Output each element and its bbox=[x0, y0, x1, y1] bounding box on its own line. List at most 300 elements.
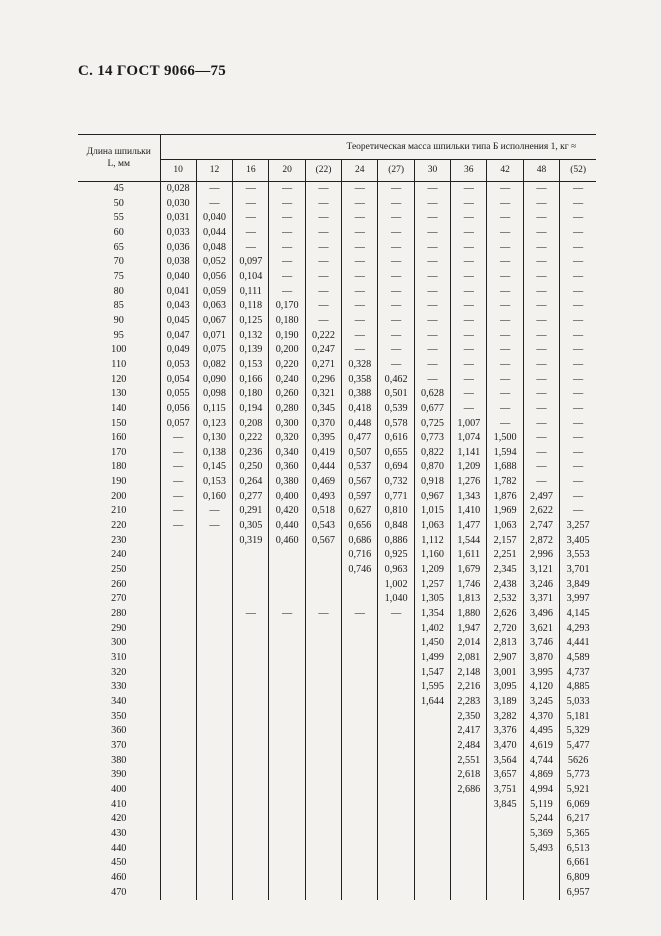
mass-cell: — bbox=[414, 299, 450, 314]
mass-cell bbox=[342, 695, 378, 710]
mass-cell: 5,329 bbox=[560, 724, 597, 739]
diameter-header: (22) bbox=[305, 159, 341, 181]
mass-cell: 0,153 bbox=[196, 475, 232, 490]
table-row bbox=[78, 329, 596, 344]
mass-cell bbox=[233, 842, 269, 857]
table-row bbox=[78, 856, 596, 871]
length-cell: 420 bbox=[78, 812, 160, 827]
mass-cell: 5,119 bbox=[523, 798, 559, 813]
mass-cell bbox=[269, 651, 305, 666]
table-row bbox=[78, 724, 596, 739]
mass-cell bbox=[342, 812, 378, 827]
mass-cell: — bbox=[233, 607, 269, 622]
mass-cell bbox=[305, 651, 341, 666]
mass-cell: — bbox=[523, 270, 559, 285]
mass-cell: 2,148 bbox=[451, 666, 487, 681]
diameter-header: 30 bbox=[414, 159, 450, 181]
mass-cell: 2,081 bbox=[451, 651, 487, 666]
mass-cell: 0,138 bbox=[196, 446, 232, 461]
mass-cell: 1,499 bbox=[414, 651, 450, 666]
table-body bbox=[78, 182, 596, 901]
table-row bbox=[78, 592, 596, 607]
mass-cell bbox=[451, 812, 487, 827]
mass-cell: — bbox=[196, 197, 232, 212]
mass-cell: — bbox=[269, 270, 305, 285]
mass-cell: 0,967 bbox=[414, 490, 450, 505]
mass-cell: 3,553 bbox=[560, 548, 597, 563]
mass-cell bbox=[342, 798, 378, 813]
mass-cell: 0,160 bbox=[196, 490, 232, 505]
mass-cell bbox=[233, 886, 269, 901]
mass-cell bbox=[305, 563, 341, 578]
mass-cell: 0,056 bbox=[196, 270, 232, 285]
mass-cell: — bbox=[378, 285, 414, 300]
mass-cell bbox=[305, 592, 341, 607]
mass-cell bbox=[160, 548, 196, 563]
mass-cell bbox=[196, 651, 232, 666]
mass-cell: 4,370 bbox=[523, 710, 559, 725]
mass-cell: 5626 bbox=[560, 754, 597, 769]
mass-cell bbox=[378, 739, 414, 754]
mass-cell: — bbox=[173, 520, 184, 532]
mass-cell bbox=[233, 622, 269, 637]
mass-cell: 0,043 bbox=[166, 300, 190, 312]
mass-cell: — bbox=[269, 226, 305, 241]
mass-cell: 0,054 bbox=[166, 373, 190, 385]
mass-cell: 0,033 bbox=[166, 226, 190, 238]
mass-cell: — bbox=[378, 343, 414, 358]
mass-cell bbox=[342, 622, 378, 637]
mass-cell: — bbox=[233, 211, 269, 226]
table-row bbox=[78, 431, 596, 446]
mass-cell: 0,090 bbox=[196, 373, 232, 388]
mass-cell: 0,222 bbox=[305, 329, 341, 344]
diameter-header: 20 bbox=[269, 159, 305, 181]
mass-cell: 2,720 bbox=[487, 622, 523, 637]
mass-cell: 0,305 bbox=[233, 519, 269, 534]
table-row bbox=[78, 871, 596, 886]
mass-cell: — bbox=[487, 358, 523, 373]
mass-cell: 1,595 bbox=[414, 680, 450, 695]
mass-cell: 0,250 bbox=[233, 460, 269, 475]
mass-cell: — bbox=[414, 270, 450, 285]
diameter-header: 24 bbox=[342, 159, 378, 181]
mass-cell: — bbox=[414, 197, 450, 212]
table-row bbox=[78, 842, 596, 857]
length-cell: 150 bbox=[78, 417, 160, 432]
mass-cell: 0,190 bbox=[269, 329, 305, 344]
mass-cell bbox=[305, 695, 341, 710]
mass-cell: — bbox=[523, 241, 559, 256]
mass-cell bbox=[378, 710, 414, 725]
mass-cell: 0,925 bbox=[378, 548, 414, 563]
mass-cell: 0,082 bbox=[196, 358, 232, 373]
table-row bbox=[78, 739, 596, 754]
mass-cell bbox=[233, 856, 269, 871]
mass-cell bbox=[233, 798, 269, 813]
mass-cell: 0,328 bbox=[342, 358, 378, 373]
mass-cell bbox=[305, 754, 341, 769]
mass-cell: 0,746 bbox=[342, 563, 378, 578]
mass-table bbox=[78, 134, 596, 900]
mass-cell bbox=[196, 666, 232, 681]
mass-cell: 2,747 bbox=[523, 519, 559, 534]
mass-cell bbox=[196, 607, 232, 622]
table-row bbox=[78, 783, 596, 798]
table-row bbox=[78, 226, 596, 241]
mass-cell bbox=[342, 871, 378, 886]
mass-cell: 0,627 bbox=[342, 504, 378, 519]
mass-cell bbox=[305, 578, 341, 593]
mass-cell bbox=[342, 827, 378, 842]
table-row bbox=[78, 504, 596, 519]
mass-cell: 2,350 bbox=[451, 710, 487, 725]
mass-cell bbox=[414, 827, 450, 842]
mass-cell: 0,319 bbox=[233, 534, 269, 549]
mass-cell: 3,245 bbox=[523, 695, 559, 710]
mass-cell bbox=[305, 886, 341, 901]
mass-cell bbox=[378, 724, 414, 739]
mass-cell bbox=[196, 739, 232, 754]
mass-cell bbox=[305, 783, 341, 798]
mass-cell: 1,679 bbox=[451, 563, 487, 578]
mass-cell bbox=[269, 695, 305, 710]
mass-cell bbox=[305, 636, 341, 651]
mass-cell bbox=[451, 842, 487, 857]
table-row bbox=[78, 666, 596, 681]
mass-cell: 0,052 bbox=[196, 255, 232, 270]
mass-cell bbox=[269, 724, 305, 739]
mass-cell: 2,551 bbox=[451, 754, 487, 769]
mass-cell bbox=[196, 871, 232, 886]
mass-cell: — bbox=[305, 197, 341, 212]
mass-cell: 3,997 bbox=[560, 592, 597, 607]
mass-cell bbox=[305, 856, 341, 871]
mass-cell: 0,493 bbox=[305, 490, 341, 505]
diameter-header: 36 bbox=[451, 159, 487, 181]
mass-cell: 1,880 bbox=[451, 607, 487, 622]
mass-cell: 0,271 bbox=[305, 358, 341, 373]
table-row bbox=[78, 651, 596, 666]
mass-cell: — bbox=[233, 241, 269, 256]
mass-cell bbox=[160, 578, 196, 593]
mass-cell: — bbox=[414, 314, 450, 329]
mass-cell: — bbox=[560, 446, 597, 461]
mass-cell: 3,701 bbox=[560, 563, 597, 578]
length-cell: 220 bbox=[78, 519, 160, 534]
mass-cell: 1,209 bbox=[451, 460, 487, 475]
mass-cell bbox=[160, 534, 196, 549]
mass-cell: 0,125 bbox=[233, 314, 269, 329]
mass-cell: — bbox=[560, 373, 597, 388]
mass-cell bbox=[414, 710, 450, 725]
mass-cell: 0,732 bbox=[378, 475, 414, 490]
mass-cell: — bbox=[378, 182, 414, 197]
mass-cell: 0,469 bbox=[305, 475, 341, 490]
mass-cell: — bbox=[560, 402, 597, 417]
mass-cell: 0,656 bbox=[342, 519, 378, 534]
mass-cell bbox=[342, 768, 378, 783]
mass-cell bbox=[342, 651, 378, 666]
mass-cell: 4,495 bbox=[523, 724, 559, 739]
mass-cell: 0,056 bbox=[166, 402, 190, 414]
mass-cell: 0,115 bbox=[196, 402, 232, 417]
length-cell: 290 bbox=[78, 622, 160, 637]
mass-cell: — bbox=[305, 270, 341, 285]
mass-cell: — bbox=[269, 197, 305, 212]
mass-cell bbox=[233, 651, 269, 666]
mass-cell bbox=[269, 827, 305, 842]
mass-cell: 5,181 bbox=[560, 710, 597, 725]
table-row bbox=[78, 241, 596, 256]
diameter-header: 10 bbox=[160, 159, 196, 181]
table-row bbox=[78, 358, 596, 373]
mass-cell: 0,300 bbox=[269, 417, 305, 432]
mass-cell bbox=[160, 666, 196, 681]
mass-cell bbox=[269, 842, 305, 857]
mass-cell: — bbox=[414, 255, 450, 270]
mass-cell bbox=[160, 739, 196, 754]
mass-cell bbox=[378, 622, 414, 637]
table-row bbox=[78, 563, 596, 578]
mass-cell: 0,222 bbox=[233, 431, 269, 446]
mass-cell: 4,293 bbox=[560, 622, 597, 637]
mass-cell: — bbox=[173, 432, 184, 444]
mass-cell: 0,280 bbox=[269, 402, 305, 417]
mass-cell: 2,345 bbox=[487, 563, 523, 578]
table-row bbox=[78, 886, 596, 901]
mass-cell: 3,657 bbox=[487, 768, 523, 783]
mass-cell bbox=[342, 592, 378, 607]
mass-cell: 3,121 bbox=[523, 563, 559, 578]
mass-cell: — bbox=[451, 241, 487, 256]
length-cell: 340 bbox=[78, 695, 160, 710]
length-cell: 240 bbox=[78, 548, 160, 563]
mass-cell: 3,282 bbox=[487, 710, 523, 725]
length-cell: 80 bbox=[78, 285, 160, 300]
mass-cell: 4,744 bbox=[523, 754, 559, 769]
mass-cell: — bbox=[487, 329, 523, 344]
mass-cell bbox=[305, 842, 341, 857]
mass-cell: — bbox=[378, 329, 414, 344]
mass-cell bbox=[487, 886, 523, 901]
mass-cell: — bbox=[487, 285, 523, 300]
length-cell: 260 bbox=[78, 578, 160, 593]
mass-cell: — bbox=[342, 182, 378, 197]
mass-cell: — bbox=[523, 431, 559, 446]
mass-cell: 1,547 bbox=[414, 666, 450, 681]
diameter-header: 42 bbox=[487, 159, 523, 181]
mass-cell: 0,038 bbox=[166, 256, 190, 268]
mass-cell: 1,544 bbox=[451, 534, 487, 549]
mass-cell: — bbox=[378, 299, 414, 314]
mass-cell: 0,448 bbox=[342, 417, 378, 432]
mass-cell bbox=[451, 856, 487, 871]
mass-cell: — bbox=[451, 329, 487, 344]
table-row bbox=[78, 197, 596, 212]
mass-cell: 0,208 bbox=[233, 417, 269, 432]
mass-cell bbox=[342, 783, 378, 798]
mass-cell bbox=[269, 871, 305, 886]
mass-cell bbox=[196, 827, 232, 842]
mass-cell: 2,251 bbox=[487, 548, 523, 563]
mass-cell bbox=[414, 783, 450, 798]
mass-cell bbox=[487, 871, 523, 886]
mass-cell bbox=[523, 856, 559, 871]
mass-cell: — bbox=[487, 241, 523, 256]
mass-cell: — bbox=[560, 285, 597, 300]
mass-cell: 0,460 bbox=[269, 534, 305, 549]
mass-cell: — bbox=[305, 255, 341, 270]
mass-cell bbox=[378, 651, 414, 666]
mass-cell bbox=[196, 636, 232, 651]
table-row bbox=[78, 299, 596, 314]
mass-cell bbox=[233, 666, 269, 681]
mass-cell: — bbox=[560, 490, 597, 505]
mass-cell: 6,661 bbox=[560, 856, 597, 871]
mass-cell: — bbox=[451, 211, 487, 226]
mass-cell: 0,132 bbox=[233, 329, 269, 344]
mass-cell bbox=[414, 768, 450, 783]
mass-cell: — bbox=[560, 270, 597, 285]
mass-cell: 4,619 bbox=[523, 739, 559, 754]
table-row bbox=[78, 534, 596, 549]
mass-cell bbox=[160, 592, 196, 607]
mass-cell: 0,686 bbox=[342, 534, 378, 549]
mass-cell bbox=[196, 783, 232, 798]
length-cell: 370 bbox=[78, 739, 160, 754]
mass-cell bbox=[342, 856, 378, 871]
mass-cell bbox=[305, 798, 341, 813]
mass-cell bbox=[342, 739, 378, 754]
mass-cell: 1,594 bbox=[487, 446, 523, 461]
mass-cell bbox=[378, 856, 414, 871]
mass-cell: — bbox=[342, 270, 378, 285]
mass-cell: 3,371 bbox=[523, 592, 559, 607]
mass-cell: — bbox=[523, 417, 559, 432]
mass-cell: 0,075 bbox=[196, 343, 232, 358]
mass-cell bbox=[160, 695, 196, 710]
mass-cell: — bbox=[305, 241, 341, 256]
mass-cell: — bbox=[560, 255, 597, 270]
mass-cell: 0,628 bbox=[414, 387, 450, 402]
mass-cell bbox=[269, 710, 305, 725]
mass-cell: 0,240 bbox=[269, 373, 305, 388]
mass-cell: 6,809 bbox=[560, 871, 597, 886]
mass-cell: — bbox=[378, 211, 414, 226]
mass-cell: 4,869 bbox=[523, 768, 559, 783]
mass-cell: 4,120 bbox=[523, 680, 559, 695]
mass-cell: 0,477 bbox=[342, 431, 378, 446]
mass-cell: — bbox=[269, 255, 305, 270]
mass-cell bbox=[378, 754, 414, 769]
table-row bbox=[78, 798, 596, 813]
mass-cell: 0,507 bbox=[342, 446, 378, 461]
mass-cell: 0,444 bbox=[305, 460, 341, 475]
mass-cell: — bbox=[523, 402, 559, 417]
mass-cell: 0,918 bbox=[414, 475, 450, 490]
mass-cell: 2,618 bbox=[451, 768, 487, 783]
mass-cell: 0,071 bbox=[196, 329, 232, 344]
mass-cell: 0,462 bbox=[378, 373, 414, 388]
mass-cell: — bbox=[269, 285, 305, 300]
mass-cell: — bbox=[342, 211, 378, 226]
mass-cell bbox=[378, 636, 414, 651]
mass-cell: — bbox=[560, 241, 597, 256]
mass-cell bbox=[451, 871, 487, 886]
mass-cell: 1,305 bbox=[414, 592, 450, 607]
mass-cell bbox=[160, 768, 196, 783]
mass-cell: 2,532 bbox=[487, 592, 523, 607]
mass-cell: — bbox=[487, 343, 523, 358]
mass-cell: — bbox=[196, 182, 232, 197]
mass-cell: — bbox=[451, 197, 487, 212]
length-cell: 170 bbox=[78, 446, 160, 461]
mass-cell: 6,513 bbox=[560, 842, 597, 857]
mass-cell bbox=[233, 724, 269, 739]
mass-header: Теоретическая масса шпильки типа Б исполнения 1, кг ≈ bbox=[160, 135, 596, 160]
mass-cell bbox=[233, 710, 269, 725]
mass-cell: — bbox=[173, 476, 184, 488]
mass-cell: — bbox=[196, 504, 232, 519]
mass-cell bbox=[269, 592, 305, 607]
table-row bbox=[78, 827, 596, 842]
mass-cell: — bbox=[451, 358, 487, 373]
table-row bbox=[78, 812, 596, 827]
mass-cell bbox=[269, 680, 305, 695]
mass-cell: 2,283 bbox=[451, 695, 487, 710]
mass-cell bbox=[342, 636, 378, 651]
mass-cell bbox=[305, 622, 341, 637]
mass-cell: 1,402 bbox=[414, 622, 450, 637]
mass-cell: — bbox=[451, 285, 487, 300]
mass-cell bbox=[269, 739, 305, 754]
length-cell: 190 bbox=[78, 475, 160, 490]
mass-cell: 0,194 bbox=[233, 402, 269, 417]
mass-cell: 2,907 bbox=[487, 651, 523, 666]
mass-cell: — bbox=[560, 504, 597, 519]
mass-cell bbox=[487, 827, 523, 842]
table-row bbox=[78, 182, 596, 197]
mass-cell: — bbox=[523, 182, 559, 197]
mass-cell: 0,260 bbox=[269, 387, 305, 402]
mass-cell: 2,417 bbox=[451, 724, 487, 739]
mass-cell: 0,597 bbox=[342, 490, 378, 505]
mass-cell: 2,622 bbox=[523, 504, 559, 519]
mass-cell: 0,567 bbox=[305, 534, 341, 549]
table-row bbox=[78, 710, 596, 725]
mass-cell: 0,040 bbox=[166, 270, 190, 282]
length-cell: 270 bbox=[78, 592, 160, 607]
mass-cell: 0,145 bbox=[196, 460, 232, 475]
mass-cell: 3,746 bbox=[523, 636, 559, 651]
mass-cell: 6,069 bbox=[560, 798, 597, 813]
table-row bbox=[78, 636, 596, 651]
mass-cell: 3,189 bbox=[487, 695, 523, 710]
mass-cell bbox=[196, 592, 232, 607]
mass-cell: 4,441 bbox=[560, 636, 597, 651]
diameter-header: (52) bbox=[560, 159, 597, 181]
mass-cell: 1,611 bbox=[451, 548, 487, 563]
mass-cell bbox=[196, 768, 232, 783]
mass-cell: 3,849 bbox=[560, 578, 597, 593]
mass-cell bbox=[378, 827, 414, 842]
mass-cell bbox=[378, 680, 414, 695]
mass-cell: 1,813 bbox=[451, 592, 487, 607]
mass-cell: — bbox=[523, 446, 559, 461]
mass-cell: — bbox=[487, 270, 523, 285]
mass-cell: 1,074 bbox=[451, 431, 487, 446]
